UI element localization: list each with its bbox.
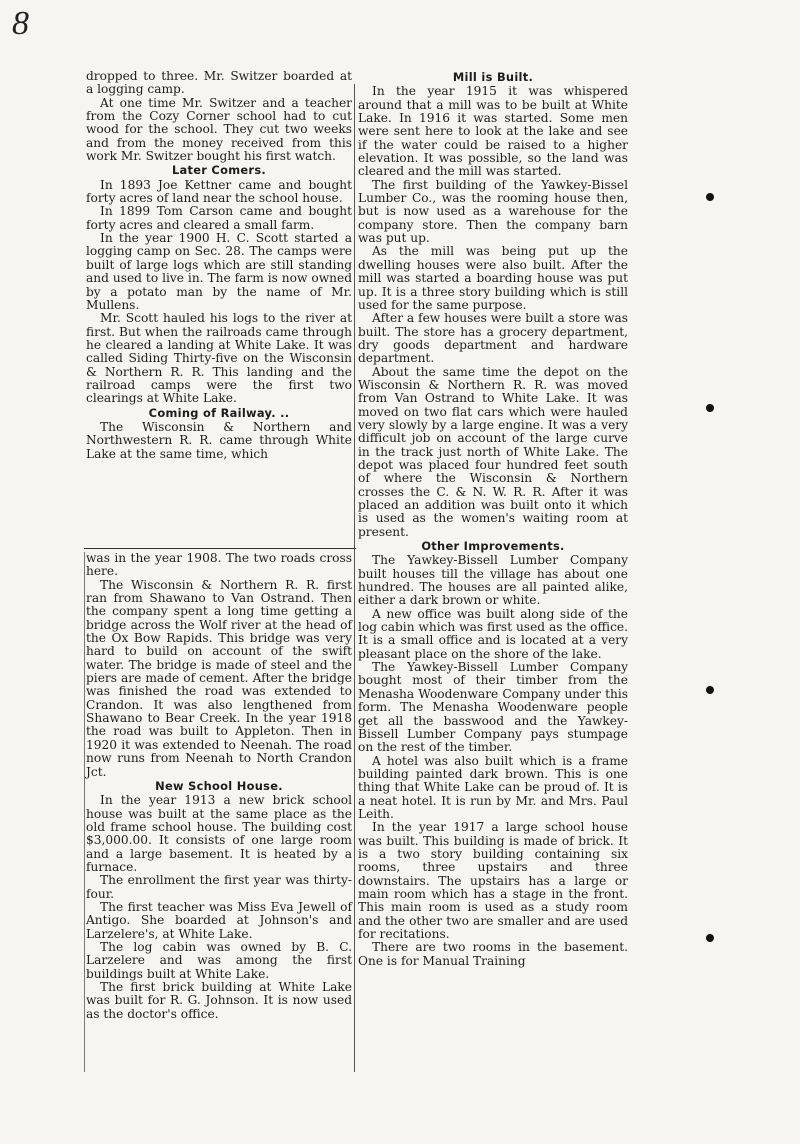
section-heading: Mill is Built.: [452, 70, 534, 84]
paragraph: The first building of the Yawkey-Bissel Lumber Co., was the rooming house then, but is now used as a warehouse for the company store. Then the company barn was put up.: [358, 177, 628, 246]
paragraph: The Wisconsin & Northern R. R. first ran from Shawano to Van Ostrand. Then the company spent a long time getting a bridge across the Wolf river at the head of the Ox Bow Rapids. This bridge was very hard to build on account of the swift water. The bridge is made of steel and the piers are made of cement. After the bridge was finished the road was extended to Crandon. It was also lengthened from Shawano to Bear Creek. In the year 1918 the road was built to Appleton. Then in 1920 it was extended to Neenah. The road now runs from Neenah to North Crandon Jct.: [86, 577, 352, 779]
clipping-cut-line: [84, 548, 356, 549]
paragraph: At one time Mr. Switzer and a teacher from the Cozy Corner school had to cut wood for the school. They cut two weeks and from the money received from this work Mr. Switzer bought his first watch.: [86, 95, 352, 164]
left-column-bottom-clipping: [86, 552, 352, 1021]
handwritten-page-number: 8: [12, 5, 29, 42]
paragraph: The Wisconsin & Northern and Northwestern R. R. came through White Lake at the same time, which: [86, 419, 352, 461]
paragraph: There are two rooms in the basement. One is for Manual Training: [358, 940, 628, 968]
paragraph: In the year 1913 a new brick school house was built at the same place as the old frame school house. The building cost $3,000.00. It consists of one large room and a large basement. It is heated by a furnace.: [86, 793, 352, 874]
paragraph: A new office was built along side of the log cabin which was first used as the office. It is a small office and is located at a very pleasant place on the shore of the lake.: [358, 606, 628, 661]
paragraph: The first brick building at White Lake was built for R. G. Johnson. It is now used as the doctor's office.: [86, 980, 352, 1021]
section-heading: Coming of Railway. ..: [148, 405, 290, 420]
paragraph: In 1893 Joe Kettner came and bought forty acres of land near the school house.: [86, 177, 352, 206]
binder-hole-mark: [706, 193, 714, 201]
paragraph: The Yawkey-Bissell Lumber Company built houses till the village has about one hundred. The houses are all painted alike, either a dark brown or white.: [358, 553, 628, 608]
section-heading: Other Improvements.: [421, 539, 565, 554]
paragraph: The first teacher was Miss Eva Jewell of Antigo. She boarded at Johnson's and Larzelere's, at White Lake.: [86, 899, 352, 941]
binder-hole-mark: [706, 686, 714, 694]
paragraph: As the mill was being put up the dwelling houses were also built. After the mill was started a boarding house was put up. It is a three story building which is still used for the same purpose.: [358, 244, 628, 312]
paragraph: About the same time the depot on the Wisconsin & Northern R. R. was moved from Van Ostrand to White Lake. It was moved on two flat cars which were hauled very slowly by a large engine. It was a very difficult job on account of the large curve in the track just north of White Lake. The depot was placed four hundred feet south of where the Wisconsin & Northern crosses the C. & N. W. R. R. After it was placed an addition was built onto it which is used as the women's waiting room at present.: [358, 364, 628, 539]
paragraph: In 1899 Tom Carson came and bought forty acres and cleared a small farm.: [86, 204, 352, 232]
right-column-clipping: [358, 70, 628, 968]
paragraph: In the year 1915 it was whispered around that a mill was to be built at White Lake. In 1916 it was started. Some men were sent here to look at the lake and see if the water could be raised to a higher elevation. It was possible, so the land was cleared and the mill was started.: [358, 84, 628, 179]
clipping-left-edge: [84, 552, 85, 1072]
left-column-top-clipping: [86, 70, 352, 461]
paragraph: In the year 1917 a large school house was built. This building is made of brick. It is a two story building containing six rooms, three upstairs and three downstairs. The upstairs has a large or main room which has a stage in the front. This main room is used as a study room and the other two are smaller and are used for recitations.: [358, 820, 628, 941]
paragraph: The enrollment the first year was thirty-four.: [86, 873, 352, 901]
binder-hole-mark: [706, 404, 714, 412]
section-heading: Later Comers.: [171, 163, 267, 178]
paragraph: A hotel was also built which is a frame building painted dark brown. This is one thing that White Lake can be proud of. It is a neat hotel. It is run by Mr. and Mrs. Paul Leith.: [358, 753, 628, 821]
paragraph: The log cabin was owned by B. C. Larzelere and was among the first buildings built at White Lake.: [86, 939, 352, 981]
paragraph: The Yawkey-Bissell Lumber Company bought most of their timber from the Menasha Woodenware Company under this form. The Menasha Woodenware people get all the basswood and the Yawkey-Bissell Lumber Company pays stumpage on the rest of the timber.: [358, 660, 628, 755]
paragraph: was in the year 1908. The two roads cross here.: [86, 551, 352, 579]
binder-hole-mark: [706, 934, 714, 942]
paragraph: dropped to three. Mr. Switzer boarded at a logging camp.: [86, 69, 352, 97]
paragraph: In the year 1900 H. C. Scott started a logging camp on Sec. 28. The camps were built of large logs which are still standing and used to live in. The farm is now owned by a potato man by the name of Mr. Mullens.: [86, 231, 352, 312]
section-heading: New School House.: [155, 778, 283, 793]
column-divider: [354, 84, 355, 1072]
paragraph: After a few houses were built a store was built. The store has a grocery department, dry goods department and hardware department.: [358, 311, 628, 366]
paragraph: Mr. Scott hauled his logs to the river at first. But when the railroads came through he cleared a landing at White Lake. It was called Siding Thirty-five on the Wisconsin & Northern R. R. This landing and the railroad camps were the first two clearings at White Lake.: [86, 311, 352, 406]
